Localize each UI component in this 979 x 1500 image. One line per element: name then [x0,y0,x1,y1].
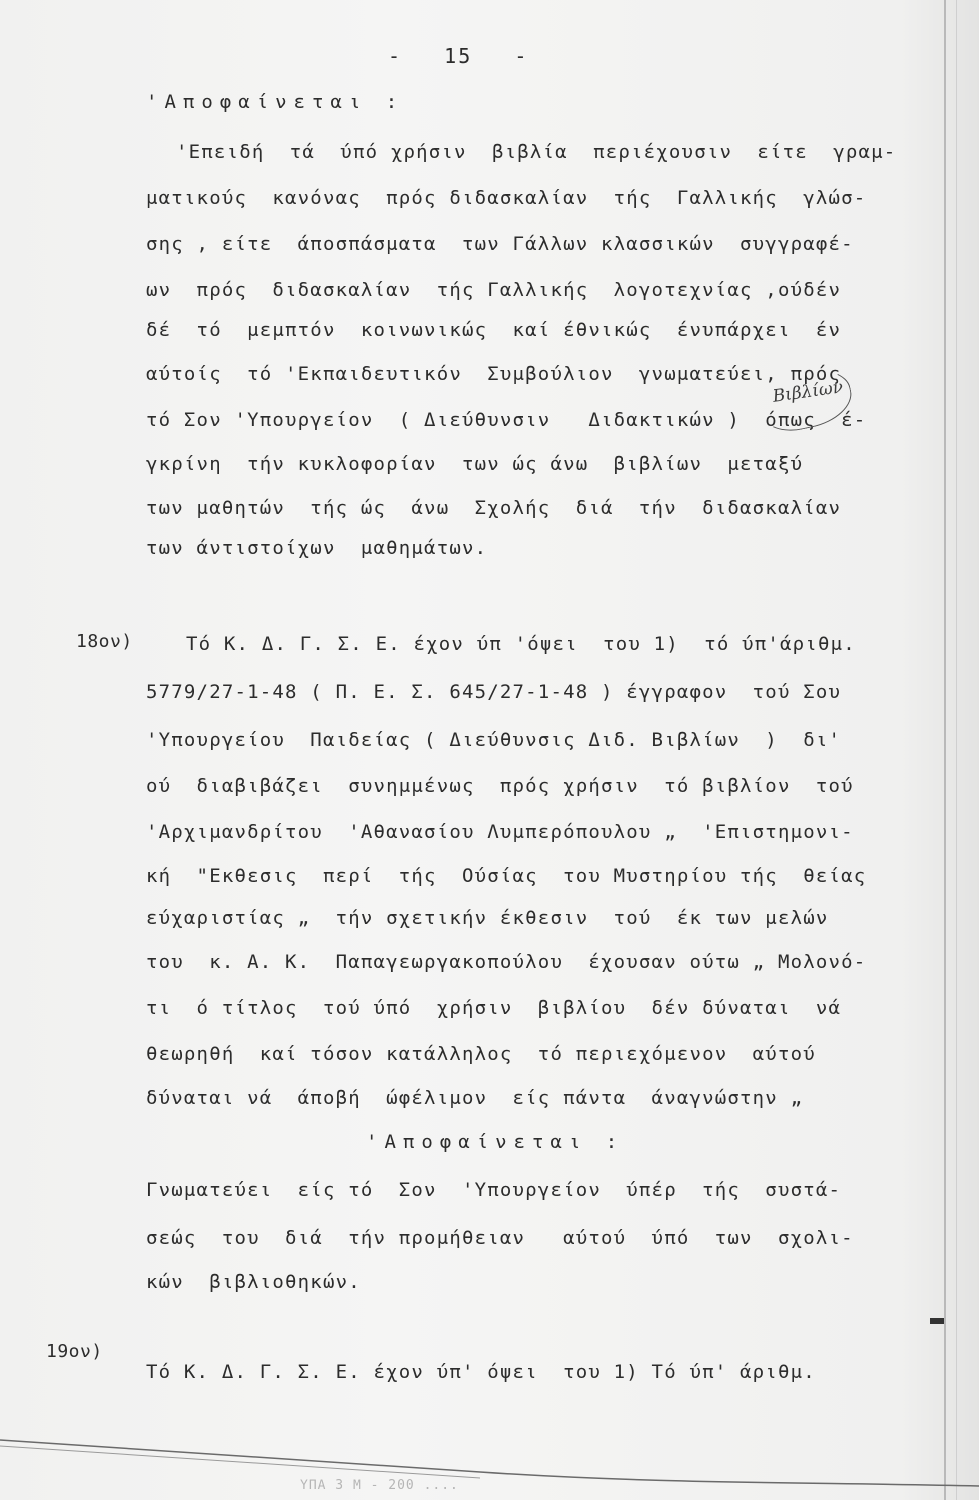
body-line: κών βιβλιοθηκών. [146,1271,361,1293]
decision-heading: 'Αποφαίνεται : [146,91,405,113]
body-line: ματικούς κανόνας πρός διδασκαλίαν τής Γαλλικής γλώσ- [146,187,867,209]
body-line: δέ τό μεμπτόν κοινωνικώς καί έθνικώς ένυπάρχει έν [146,319,842,341]
body-line: θεωρηθή καί τόσον κατάλληλος τό περιεχόμενον αύτού [146,1043,816,1065]
body-line: ού διαβιβάζει συνημμένως πρός χρήσιν τό βιβλίον τού [146,775,854,797]
body-line: δύναται νά άποβή ώφέλιμον είς πάντα άναγνώστην „ [146,1087,804,1109]
item-number: 18ον) [76,631,133,652]
body-line: σης , είτε άποσπάσματα των Γάλλων κλασσικών συγγραφέ- [146,233,854,255]
body-line: σεώς του διά τήν προμήθειαν αύτού ύπό των σχολι- [146,1227,854,1249]
body-line: των άντιστοίχων μαθημάτων. [146,537,488,559]
margin-mark [930,1318,944,1324]
body-line: 5779/27-1-48 ( Π. Ε. Σ. 645/27-1-48 ) έγγραφον τού Σου [146,681,842,703]
item-number: 19ον) [46,1341,103,1362]
body-line: αύτοίς τό 'Εκπαιδευτικόν Συμβούλιον γνωματεύει, πρός [146,363,842,385]
body-line: 'Αρχιμανδρίτου 'Αθανασίου Λυμπερόπουλου „ 'Επιστημονι- [146,821,854,843]
body-line: τό Σον 'Υπουργείον ( Διεύθυνσιν Διδακτικών ) όπως έ- [146,409,867,431]
body-line: 'Επειδή τά ύπό χρήσιν βιβλία περιέχουσιν είτε γραμ- [176,141,897,163]
decision-heading: 'Αποφαίνεται : [366,1131,625,1153]
page-number: - 15 - [388,44,529,68]
body-line: κή "Εκθεσις περί τής Ούσίας του Μυστηρίου τής θείας [146,865,867,887]
handwritten-annotation: Βιβλίων [771,377,845,407]
body-line: γκρίνη τήν κυκλοφορίαν των ώς άνω βιβλίων μεταξύ [146,453,804,475]
body-line: Τό Κ. Δ. Γ. Σ. Ε. έχον ύπ 'όψει του 1) τό ύπ'άριθμ. [186,633,856,655]
body-line: Τό Κ. Δ. Γ. Σ. Ε. έχον ύπ' όψει του 1) Τό ύπ' άριθμ. [146,1361,816,1383]
page-edge-line [956,0,957,1500]
body-line: τι ό τίτλος τού ύπό χρήσιν βιβλίου δέν δύναται νά [146,997,842,1019]
footer-stamp: ΥΠΑ 3 Μ - 200 .... [300,1478,459,1493]
body-line: εύχαριστίας „ τήν σχετικήν έκθεσιν τού έκ των μελών [146,907,829,929]
body-line: του κ. Α. Κ. Παπαγεωργακοπούλου έχουσαν ούτω „ Μολονό- [146,951,867,973]
body-line: των μαθητών τής ώς άνω Σχολής διά τήν διδασκαλίαν [146,497,842,519]
body-line: Γνωματεύει είς τό Σον 'Υπουργείον ύπέρ τής συστά- [146,1179,842,1201]
body-line: ων πρός διδασκαλίαν τής Γαλλικής λογοτεχνίας ,ούδέν [146,279,842,301]
page-edge-line [944,0,946,1500]
page-fold-curve [0,1420,979,1500]
body-line: 'Υπουργείου Παιδείας ( Διεύθυνσις Διδ. Βιβλίων ) δι' [146,729,842,751]
